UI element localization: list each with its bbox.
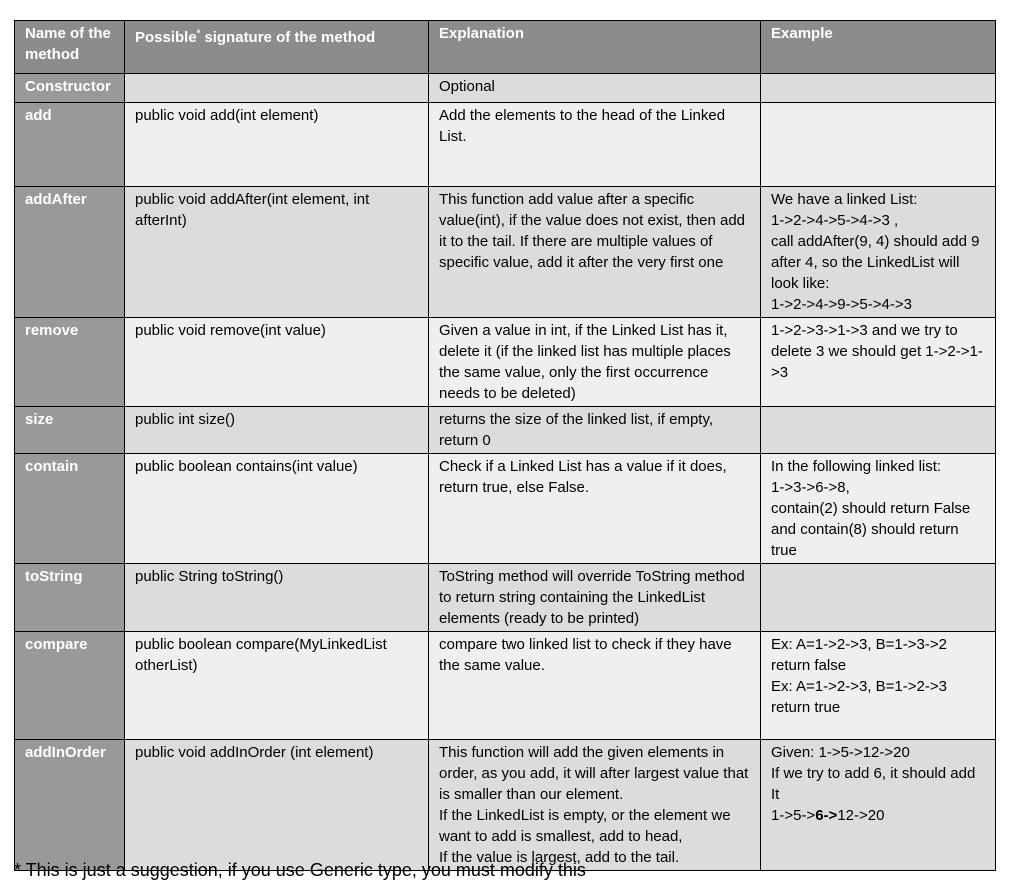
- method-name: addInOrder: [15, 740, 125, 871]
- method-example: [761, 564, 996, 632]
- method-example: [761, 632, 996, 740]
- method-explanation: Check if a Linked List has a value if it does, return true, else False.: [429, 454, 761, 564]
- table-row: [15, 407, 996, 454]
- method-signature: public void addInOrder (int element): [125, 740, 429, 871]
- example-line: Ex: A=1->2->3, B=1->3->2: [771, 636, 947, 653]
- method-signature: [125, 74, 429, 103]
- method-explanation: ToString method will override ToString method to return string containing the LinkedList elements (ready to be printed): [429, 564, 761, 632]
- example-line: return false: [771, 657, 847, 674]
- method-example: [761, 407, 996, 454]
- footnote: * This is just a suggestion, if you use Generic type, you must modify this: [14, 860, 586, 880]
- method-name: add: [15, 103, 125, 187]
- example-line: 1->2->3->1->3 and we try to delete 3 we should get 1->2->1->3: [771, 322, 983, 381]
- explanation-line: This function will add the given elements in order, as you add, it will after largest value that is smaller than our element.: [439, 744, 753, 803]
- method-spec-table: [14, 20, 996, 871]
- method-name: contain: [15, 454, 125, 564]
- example-line: return true: [771, 699, 841, 716]
- method-name: remove: [15, 318, 125, 407]
- method-explanation: returns the size of the linked list, if empty, return 0: [429, 407, 761, 454]
- table-row: [15, 74, 996, 103]
- method-explanation: [429, 740, 761, 871]
- method-explanation: compare two linked list to check if they have the same value.: [429, 632, 761, 740]
- method-explanation: Add the elements to the head of the Linked List.: [429, 103, 761, 187]
- table-row: [15, 454, 996, 564]
- table-row: [15, 318, 996, 407]
- example-line: 1->3->6->8,: [771, 479, 850, 496]
- example-line: contain(2) should return False and contain(8) should return true: [771, 500, 975, 559]
- method-name: Constructor: [15, 74, 125, 103]
- example-line: 1->2->4->9->5->4->3: [771, 296, 912, 313]
- example-line: Given: 1->5->12->20: [771, 744, 910, 761]
- method-signature: public void remove(int value): [125, 318, 429, 407]
- table-row: [15, 187, 996, 318]
- method-name: toString: [15, 564, 125, 632]
- header-name: Name of the method: [15, 21, 125, 74]
- header-signature: Possible* signature of the method: [125, 21, 429, 74]
- example-result-prefix: 1->5->: [771, 807, 816, 824]
- explanation-line: If the value is largest, add to the tail.: [439, 849, 680, 866]
- header-explanation: Explanation: [429, 21, 761, 74]
- example-result-line: [771, 805, 985, 826]
- example-line: Ex: A=1->2->3, B=1->2->3: [771, 678, 947, 695]
- example-result-suffix: 12->20: [837, 807, 885, 824]
- method-example: [761, 454, 996, 564]
- table-row: [15, 103, 996, 187]
- method-name: addAfter: [15, 187, 125, 318]
- table-row: [15, 740, 996, 871]
- method-signature: public boolean compare(MyLinkedList otherList): [125, 632, 429, 740]
- method-example: [761, 187, 996, 318]
- example-line: We have a linked List:: [771, 191, 918, 208]
- method-signature: public int size(): [125, 407, 429, 454]
- method-signature: public boolean contains(int value): [125, 454, 429, 564]
- header-example: Example: [761, 21, 996, 74]
- table-header-row: [15, 21, 996, 74]
- example-line: In the following linked list:: [771, 458, 942, 475]
- explanation-line: If the LinkedList is empty, or the element we want to add is smallest, add to head,: [439, 807, 735, 845]
- method-example: [761, 740, 996, 871]
- method-example: [761, 103, 996, 187]
- example-line: call addAfter(9, 4) should add 9 after 4, so the LinkedList will look like:: [771, 233, 984, 292]
- method-name: compare: [15, 632, 125, 740]
- method-name: size: [15, 407, 125, 454]
- table-row: [15, 564, 996, 632]
- method-explanation: Optional: [429, 74, 761, 103]
- method-explanation: This function add value after a specific value(int), if the value does not exist, then add it to the tail. If there are multiple values of specific value, add it after the very first one: [429, 187, 761, 318]
- method-explanation: Given a value in int, if the Linked List has it, delete it (if the linked list has multiple places the same value, only the first occurrence needs to be deleted): [429, 318, 761, 407]
- method-signature: public String toString(): [125, 564, 429, 632]
- method-example: [761, 318, 996, 407]
- example-line: 1->2->4->5->4->3 ,: [771, 212, 899, 229]
- table-row: [15, 632, 996, 740]
- example-line: If we try to add 6, it should add It: [771, 765, 980, 803]
- method-signature: public void addAfter(int element, int afterInt): [125, 187, 429, 318]
- method-example: [761, 74, 996, 103]
- example-result-inserted: 6->: [815, 807, 838, 824]
- method-signature: public void add(int element): [125, 103, 429, 187]
